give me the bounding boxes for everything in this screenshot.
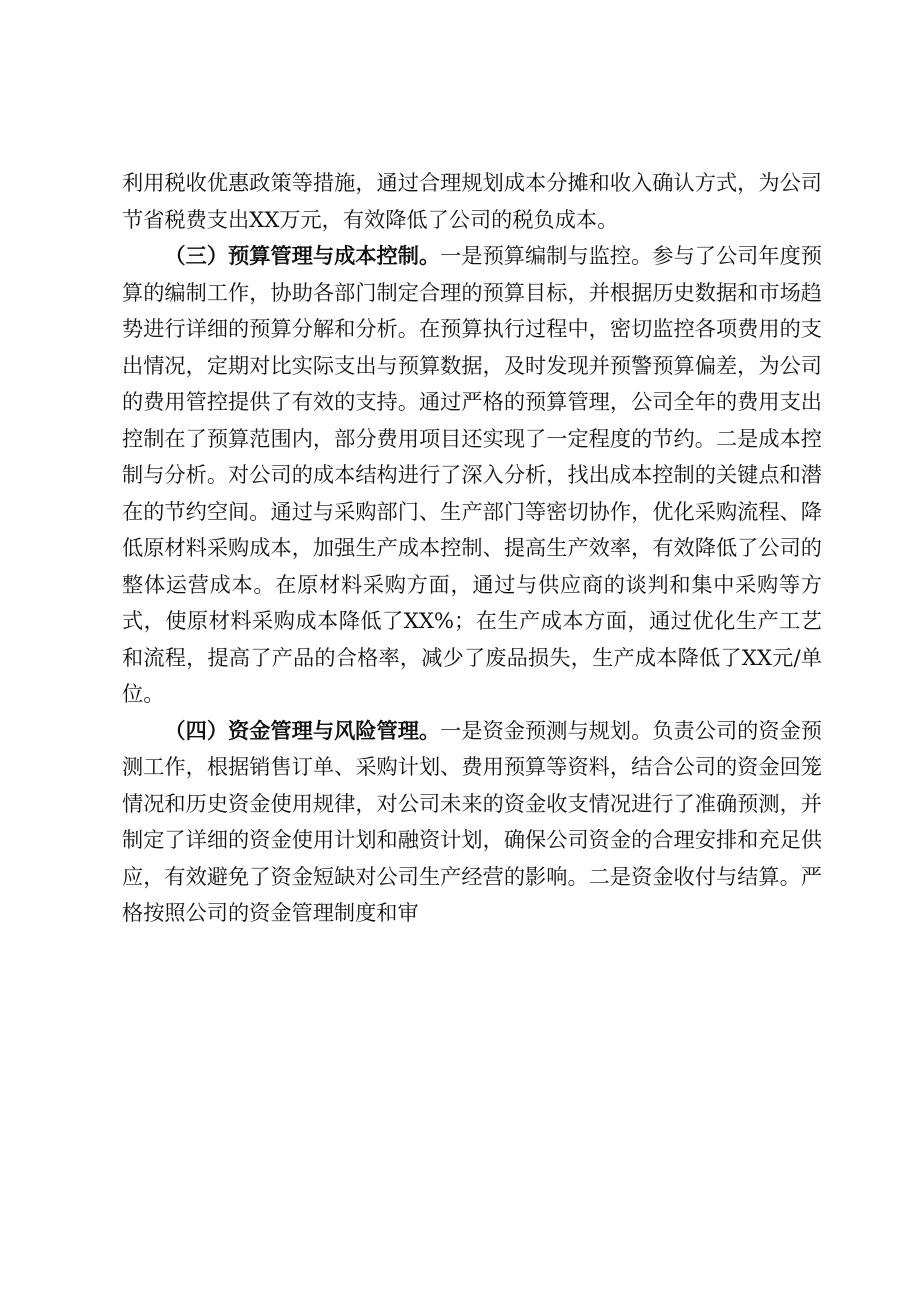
paragraph-tax-savings — [122, 165, 822, 238]
paragraph-budget-cost-control — [122, 238, 822, 713]
paragraph-text: 一是预算编制与监控。参与了公司年度预算的编制工作，协助各部门制定合理的预算目标，并根据历史数据和市场趋势进行详细的预算分解和分析。在预算执行过程中，密切监控各项费用的支出情况，定期对比实际支出与预算数据，及时发现并预警预算偏差，为公司的费用管控提供了有效的支持。通过严格的预算管理，公司全年的费用支出控制在了预算范围内，部分费用项目还实现了一定程度的节约。二是成本控制与分析。对公司的成本结构进行了深入分析，找出成本控制的关键点和潜在的节约空间。通过与采购部门、生产部门等密切协作，优化采购流程、降低原材料采购成本，加强生产成本控制、提高生产效率，有效降低了公司的整体运营成本。在原材料采购方面，通过与供应商的谈判和集中采购等方式，使原材料采购成本降低了XX%；在生产成本方面，通过优化生产工艺和流程，提高了产品的合格率，减少了废品损失，生产成本降低了XX元/单位。 — [122, 243, 822, 706]
paragraph-fund-risk-management — [122, 713, 822, 932]
paragraph-text: 一是资金预测与规划。负责公司的资金预测工作，根据销售订单、采购计划、费用预算等资料，结合公司的资金回笼情况和历史资金使用规律，对公司未来的资金收支情况进行了准确预测，并制定了详细的资金使用计划和融资计划，确保公司资金的合理安排和充足供应，有效避免了资金短缺对公司生产经营的影响。二是资金收付与结算。严格按照公司的资金管理制度和审 — [122, 717, 822, 925]
document-body — [122, 165, 822, 932]
paragraph-text: 利用税收优惠政策等措施，通过合理规划成本分摊和收入确认方式，为公司节省税费支出XX万元，有效降低了公司的税负成本。 — [122, 170, 822, 232]
section-heading-funds: （四）资金管理与风险管理。 — [164, 717, 441, 743]
section-heading-budget: （三）预算管理与成本控制。 — [164, 243, 441, 268]
